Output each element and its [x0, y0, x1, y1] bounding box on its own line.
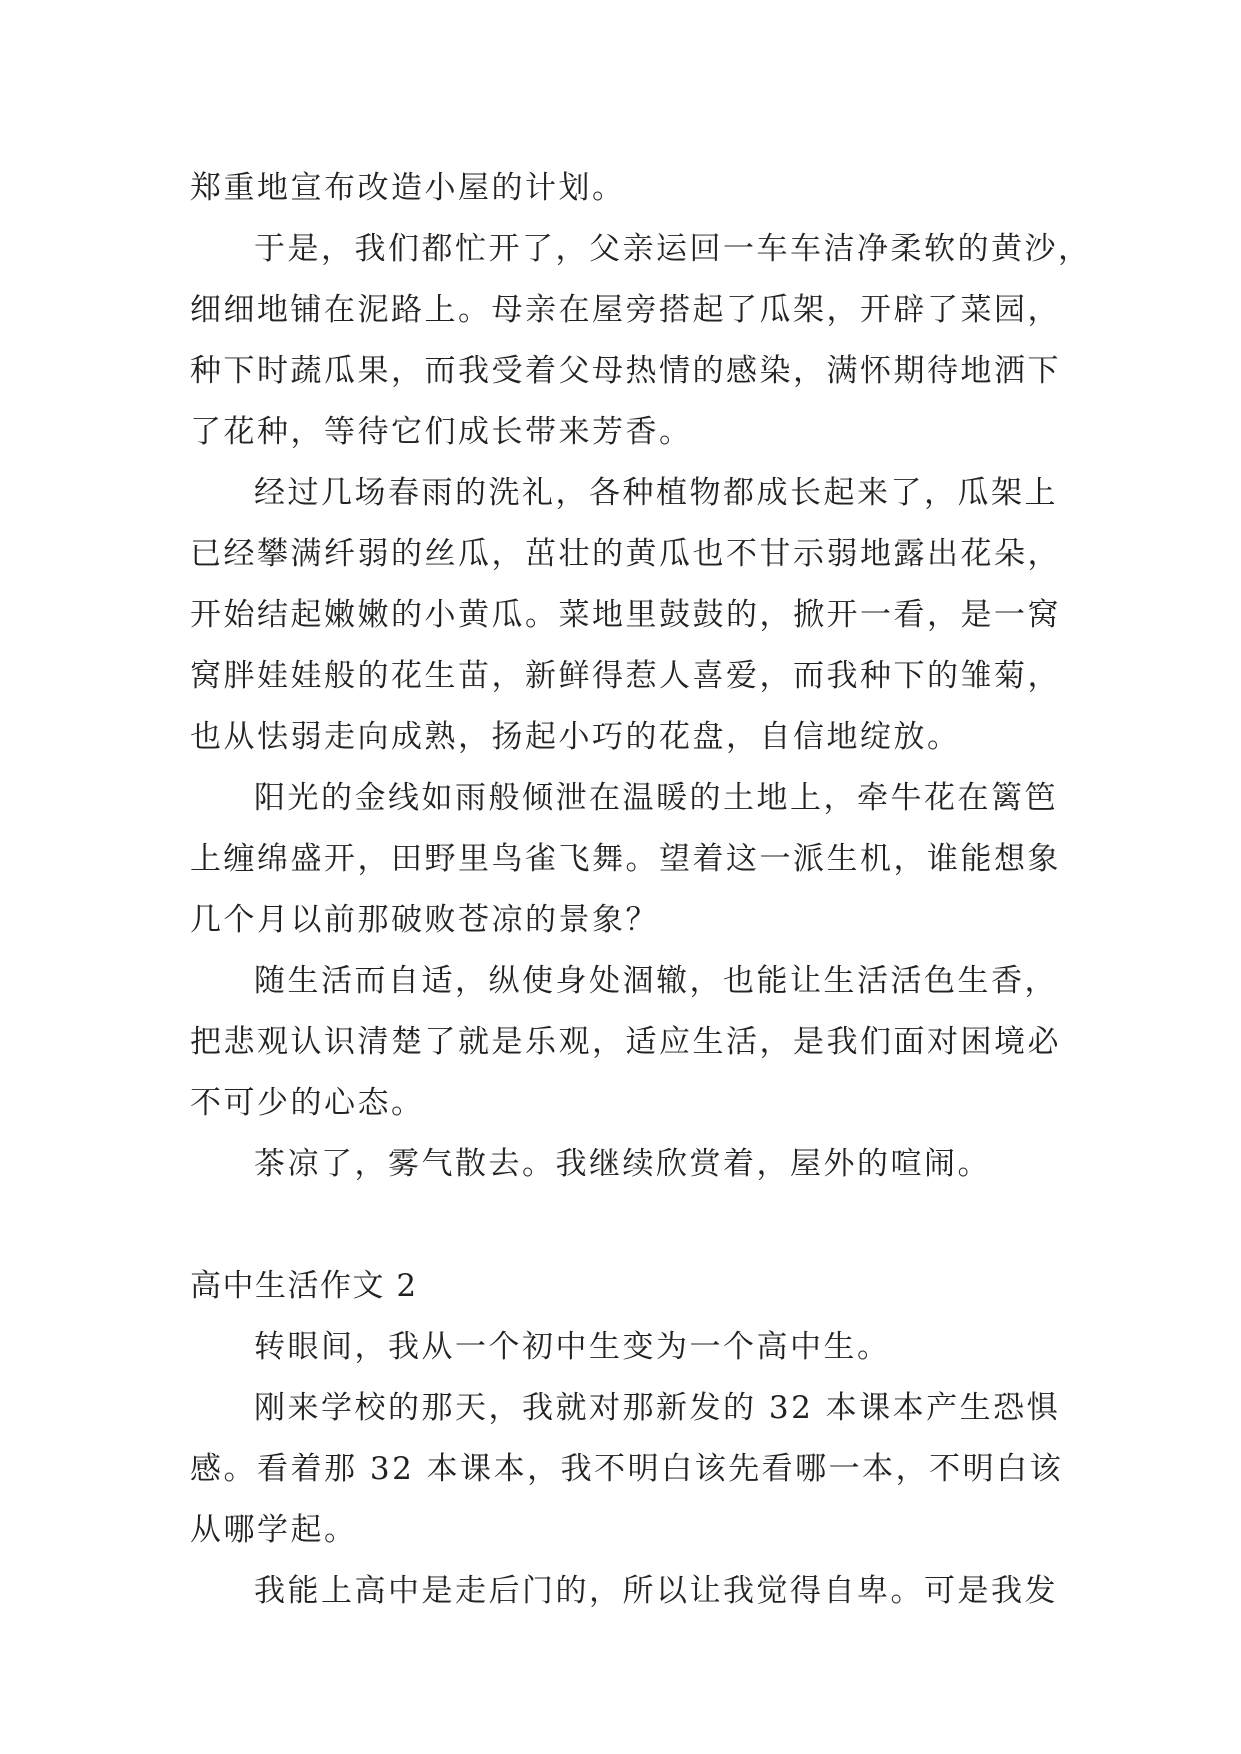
text-line: 也从怯弱走向成熟，扬起小巧的花盘，自信地绽放。 — [190, 719, 961, 755]
text-line: 不可少的心态。 — [190, 1085, 425, 1121]
text-line: 上缠绵盛开，田野里鸟雀飞舞。望着这一派生机，谁能想象 — [190, 841, 1061, 877]
text-line: 刚来学校的那天，我就对那新发的 32 本课本产生恐惧 — [254, 1390, 1061, 1426]
text-line: 已经攀满纤弱的丝瓜，茁壮的黄瓜也不甘示弱地露出花朵， — [190, 536, 1061, 572]
text-line: 窝胖娃娃般的花生苗，新鲜得惹人喜爱，而我种下的雏菊， — [190, 658, 1061, 694]
text-line: 细细地铺在泥路上。母亲在屋旁搭起了瓜架，开辟了菜园， — [190, 292, 1061, 328]
text-line: 郑重地宣布改造小屋的计划。 — [190, 170, 626, 206]
text-line: 种下时蔬瓜果，而我受着父母热情的感染，满怀期待地洒下 — [190, 353, 1061, 389]
text-line: 了花种，等待它们成长带来芳香。 — [190, 414, 693, 450]
text-line: 随生活而自适，纵使身处涸辙，也能让生活活色生香， — [254, 963, 1058, 999]
text-line: 几个月以前那破败苍凉的景象？ — [190, 902, 659, 938]
text-line: 转眼间，我从一个初中生变为一个高中生。 — [254, 1329, 891, 1365]
text-line: 经过几场春雨的洗礼，各种植物都成长起来了，瓜架上 — [254, 475, 1058, 511]
text-line: 茶凉了，雾气散去。我继续欣赏着，屋外的喧闹。 — [254, 1146, 991, 1182]
text-line: 感。看着那 32 本课本，我不明白该先看哪一本，不明白该 — [190, 1451, 1064, 1487]
text-line: 我能上高中是走后门的，所以让我觉得自卑。可是我发 — [254, 1573, 1058, 1609]
text-line: 阳光的金线如雨般倾泄在温暖的土地上，牵牛花在篱笆 — [254, 780, 1058, 816]
essay-title: 高中生活作文 2 — [190, 1268, 418, 1304]
text-line: 把悲观认识清楚了就是乐观，适应生活，是我们面对困境必 — [190, 1024, 1061, 1060]
essay-2-section — [190, 1256, 1070, 1622]
text-line: 开始结起嫩嫩的小黄瓜。菜地里鼓鼓的，掀开一看，是一窝 — [190, 597, 1061, 633]
document-body — [190, 158, 1092, 1622]
text-line: 从哪学起。 — [190, 1512, 358, 1548]
essay-1-section — [190, 158, 1092, 1195]
text-line: 于是，我们都忙开了，父亲运回一车车洁净柔软的黄沙， — [254, 231, 1092, 267]
section-spacer — [190, 1195, 1070, 1256]
